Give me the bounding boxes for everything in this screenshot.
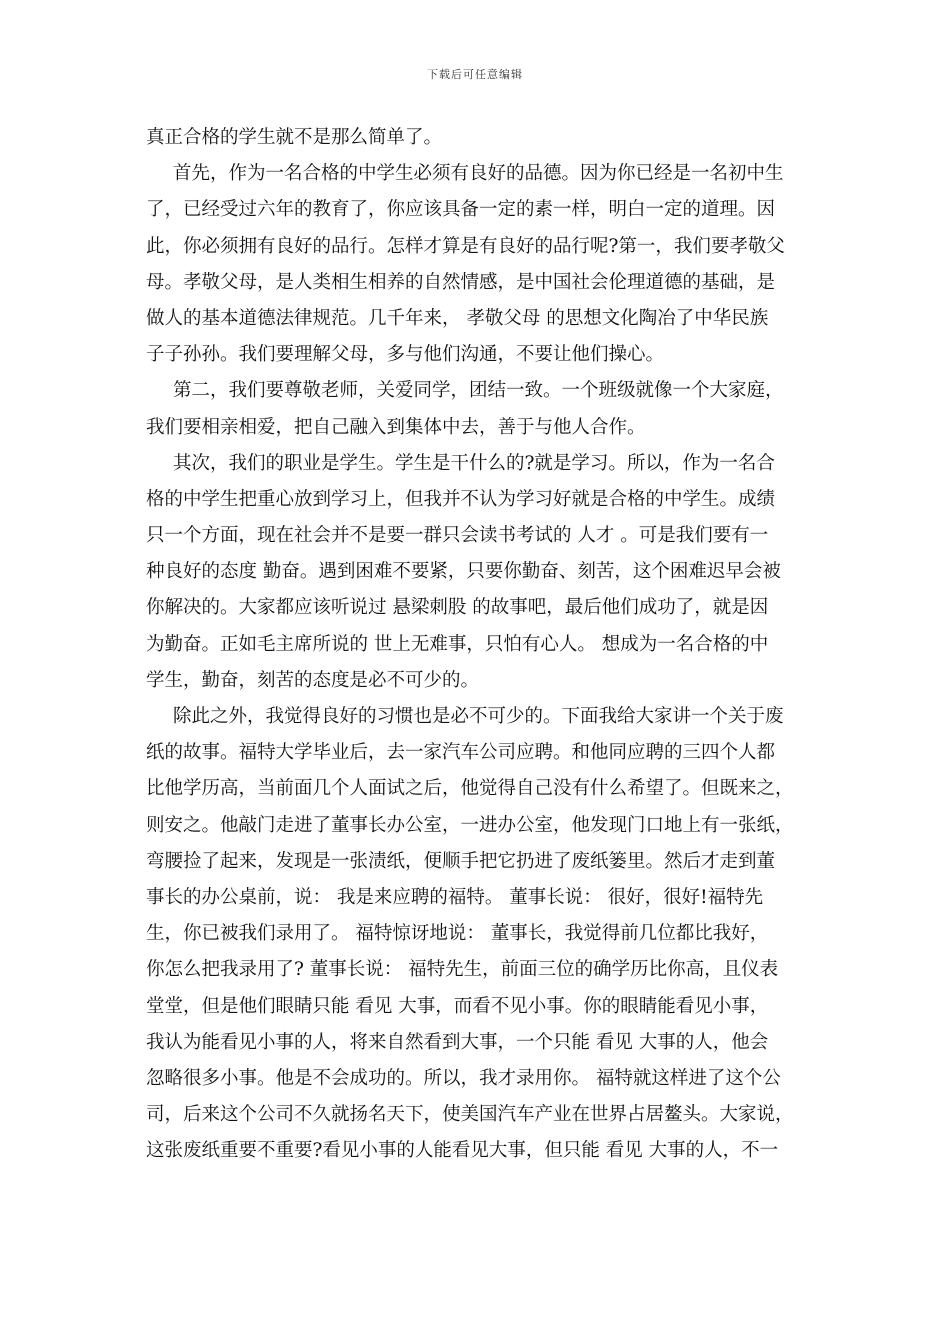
text-line: 弯腰捡了起来，发现是一张渍纸，便顺手把它扔进了废纸篓里。然后才走到董: [146, 850, 776, 872]
text-line: 学生，勤奋，刻苦的态度是必不可少的。: [146, 669, 480, 691]
text-line: 司，后来这个公司不久就扬名天下，使美国汽车产业在世界占居鳌头。大家说，: [146, 1104, 794, 1126]
text-line: 做人的基本道德法律规范。几千年来， 孝敬父母 的思想文化陶冶了中华民族: [146, 307, 769, 329]
text-line: 此，你必须拥有良好的品行。怎样才算是有良好的品行呢?第一，我们要孝敬父: [146, 235, 785, 257]
text-line: 只一个方面，现在社会并不是要一群只会读书考试的 人才 。可是我们要有一: [146, 525, 769, 547]
text-line: 忽略很多小事。他是不会成功的。所以，我才录用你。 福特就这样进了这个公: [146, 1067, 781, 1089]
text-line: 你怎么把我录用了? 董事长说： 福特先生，前面三位的确学历比你高，且仪表: [146, 959, 779, 981]
text-line: 真正合格的学生就不是那么简单了。: [146, 127, 443, 148]
text-line: 我们要相亲相爱，把自己融入到集体中去，善于与他人合作。: [146, 416, 646, 438]
text-line: 了，已经受过六年的教育了，你应该具备一定的素一样，明白一定的道理。因: [146, 199, 776, 221]
text-line: 除此之外，我觉得良好的习惯也是必不可少的。下面我给大家讲一个关于废: [173, 706, 784, 727]
text-line: 事长的办公桌前，说： 我是来应聘的福特。 董事长说： 很好，很好!福特先: [146, 886, 764, 908]
text-line: 格的中学生把重心放到学习上，但我并不认为学习好就是合格的中学生。成绩: [146, 488, 776, 510]
text-line: 比他学历高，当前面几个人面试之后，他觉得自己没有什么希望了。但既来之，: [146, 778, 794, 800]
text-line: 堂堂，但是他们眼睛只能 看见 大事，而看不见小事。你的眼睛能看见小事，: [146, 995, 769, 1017]
text-line: 首先，作为一名合格的中学生必须有良好的品德。因为你已经是一名初中生: [173, 163, 784, 185]
text-line: 这张废纸重要不重要?看见小事的人能看见大事，但只能 看见 大事的人，不一: [146, 1140, 779, 1162]
text-line: 生，你已被我们录用了。 福特惊讶地说： 董事长，我觉得前几位都比我好，: [146, 923, 769, 945]
text-line: 则安之。他敲门走进了董事长办公室，一进办公室，他发现门口地上有一张纸，: [146, 814, 794, 836]
text-line: 我认为能看见小事的人，将来自然看到大事，一个只能 看见 大事的人，他会: [146, 1031, 769, 1053]
text-line: 为勤奋。正如毛主席所说的 世上无难事，只怕有心人。 想成为一名合格的中: [146, 633, 769, 655]
text-line: 子子孙孙。我们要理解父母，多与他们沟通，不要让他们操心。: [146, 344, 665, 366]
text-line: 母。孝敬父母，是人类相生相养的自然情感，是中国社会伦理道德的基础，是: [146, 271, 776, 293]
text-line: 其次，我们的职业是学生。学生是干什么的?就是学习。所以，作为一名合: [173, 452, 775, 474]
text-line: 种良好的态度 勤奋。遇到困难不要紧，只要你勤奋、刻苦，这个困难迟早会被: [146, 561, 781, 583]
body-text: [146, 120, 810, 1169]
text-line: 第二，我们要尊敬老师，关爱同学，团结一致。一个班级就像一个大家庭，: [173, 380, 784, 402]
text-line: 纸的故事。福特大学毕业后，去一家汽车公司应聘。和他同应聘的三四个人都: [146, 742, 776, 764]
page-header: 下载后可任意编辑: [427, 68, 523, 81]
text-line: 你解决的。大家都应该听说过 悬梁刺股 的故事吧，最后他们成功了，就是因: [146, 597, 769, 619]
